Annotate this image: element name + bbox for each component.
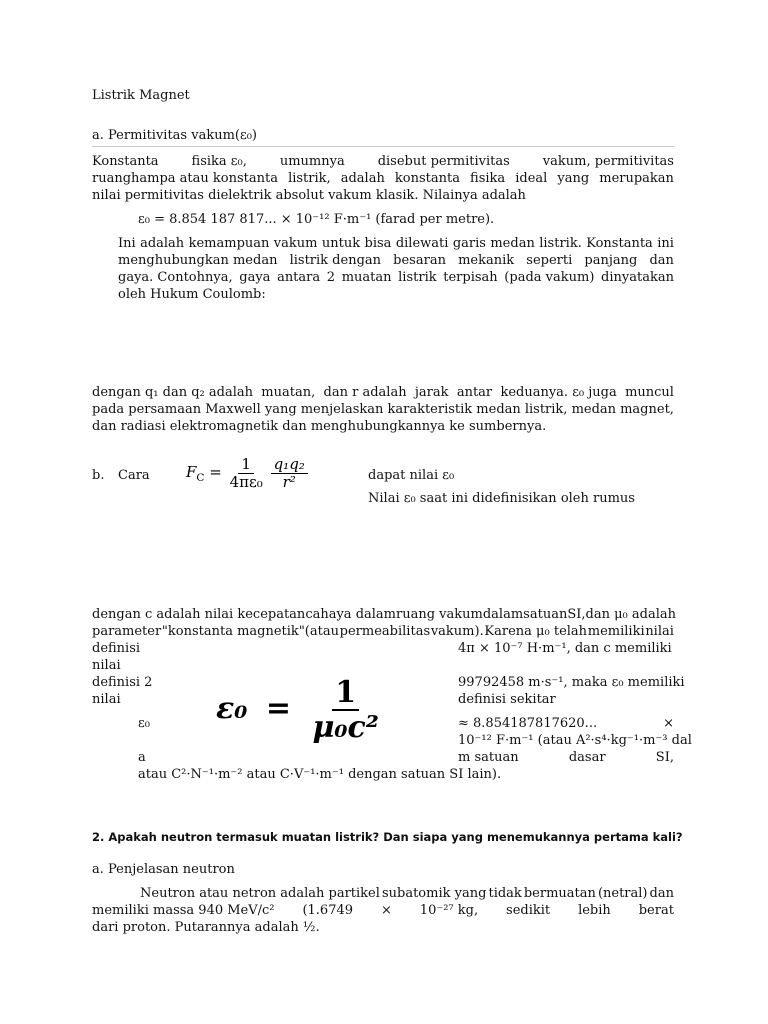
left-col-6: a <box>138 750 146 765</box>
right-col-5: 10⁻¹² F·m⁻¹ (atau A²·s⁴·kg⁻¹·m⁻³ dal <box>458 733 692 748</box>
word: antara <box>277 270 321 285</box>
word: permeabilitas <box>339 624 431 639</box>
word: tidak <box>488 886 522 901</box>
word: listrik, <box>288 171 331 186</box>
word: bisa <box>364 236 392 251</box>
para4-line-2 <box>92 624 674 639</box>
nilai-definition-line: Nilai ε₀ saat ini didefinisikan oleh rumus <box>368 491 635 506</box>
word: ruang vakum <box>396 607 483 622</box>
document-title: Listrik Magnet <box>92 88 190 103</box>
word: 2 <box>326 270 336 285</box>
word: disebut permitivitas <box>377 154 510 169</box>
para3-line-1 <box>92 385 674 400</box>
left-col-2: nilai <box>92 658 121 673</box>
formula-lhs: F <box>186 463 197 481</box>
word: Karena μ₀ telah <box>484 624 588 639</box>
word: yang <box>557 171 590 186</box>
word: menjelaskan <box>300 402 384 417</box>
word: merupakan <box>599 171 674 186</box>
word: listrik, medan <box>524 402 617 417</box>
fraction-num: 1 <box>238 456 254 474</box>
right-col-1: 4π × 10⁻⁷ H·m⁻¹, dan c memiliki <box>458 641 672 656</box>
right-col-3: definisi sekitar <box>458 692 556 707</box>
word: adalah <box>140 236 185 251</box>
word: dalam <box>482 607 524 622</box>
right-col-6 <box>458 750 674 765</box>
neutron-line-1 <box>140 886 674 901</box>
left-col-5: ε₀ <box>138 716 150 731</box>
para3-line-3: dan radiasi elektromagnetik dan menghubungkannya ke sumbernya. <box>92 419 547 434</box>
left-col-3: definisi 2 <box>92 675 153 690</box>
word: × <box>380 903 392 918</box>
word: dinyatakan <box>601 270 674 285</box>
word: terpisah <box>443 270 498 285</box>
word: magnet, <box>620 402 674 417</box>
word: dan μ₀ adalah <box>585 607 676 622</box>
neutron-line-2 <box>92 903 674 918</box>
para2-line-2 <box>118 253 674 268</box>
fraction-den: r² <box>282 472 296 491</box>
word: subatomik yang <box>381 886 487 901</box>
fraction-eps <box>309 676 382 744</box>
word: SI, <box>655 750 674 765</box>
word: seperti <box>526 253 573 268</box>
word: (netral) <box>597 886 648 901</box>
heading-divider <box>92 146 674 147</box>
word: cahaya dalam <box>305 607 397 622</box>
word: SI, <box>567 607 586 622</box>
word: Konstanta <box>92 154 159 169</box>
word: gaya <box>239 270 271 285</box>
para1-line-3: nilai permitivitas dielektrik absolut vakum klasik. Nilainya adalah <box>92 188 526 203</box>
word: antar <box>456 385 493 400</box>
left-col-1: definisi <box>92 641 141 656</box>
word: fisika <box>470 171 506 186</box>
word: umumnya <box>279 154 345 169</box>
word: 10⁻²⁷ kg, <box>419 903 479 918</box>
word: satuan <box>523 607 568 622</box>
neutron-heading: a. Penjelasan neutron <box>92 862 235 877</box>
word: "konstanta magnetik"(atau <box>161 624 339 639</box>
para1-line-2 <box>92 171 674 186</box>
fraction-den: μ₀c² <box>312 710 379 745</box>
para4-line-1 <box>92 607 674 622</box>
section-b-cara: Cara <box>118 468 150 483</box>
word: medan <box>490 236 535 251</box>
word: (pada vakum) <box>504 270 595 285</box>
para1-line-1 <box>92 154 674 169</box>
word: m satuan <box>458 750 519 765</box>
coulomb-formula <box>186 456 308 490</box>
word: bermuatan <box>523 886 596 901</box>
word: nilai <box>645 624 674 639</box>
word: vakum). <box>430 624 484 639</box>
word: Maxwell yang <box>205 402 297 417</box>
right-col-4 <box>458 716 674 731</box>
word: ruanghampa atau konstanta <box>92 171 278 186</box>
word: ideal <box>515 171 548 186</box>
fraction-charges <box>271 456 308 490</box>
epsilon-formula <box>216 676 382 744</box>
para2-line-1 <box>118 236 674 251</box>
word: vakum <box>273 236 318 251</box>
para3-line-2 <box>92 402 674 417</box>
neutron-line-3: dari proton. Putarannya adalah ½. <box>92 920 320 935</box>
word: konstanta <box>394 171 460 186</box>
word: dan <box>649 253 674 268</box>
word: listrik dengan <box>289 253 382 268</box>
word: dan <box>649 886 674 901</box>
formula-eq: = <box>265 691 291 726</box>
word: muatan <box>341 270 392 285</box>
fraction-num: q₁q₂ <box>271 456 308 474</box>
word: jarak <box>414 385 449 400</box>
word: kemampuan <box>188 236 270 251</box>
formula-eq: = <box>209 463 222 481</box>
fraction-num: 1 <box>332 676 359 711</box>
word: dan r adalah <box>323 385 407 400</box>
word: karakteristik medan <box>387 402 521 417</box>
word: vakum, permitivitas <box>542 154 674 169</box>
word: menghubungkan medan <box>118 253 278 268</box>
word: listrik. <box>539 236 582 251</box>
word: mekanik <box>458 253 515 268</box>
word: ini <box>657 236 674 251</box>
fraction-one <box>227 456 266 490</box>
word: memiliki <box>587 624 645 639</box>
para2-line-4: oleh Hukum Coulomb: <box>118 287 266 302</box>
word: dilewati <box>395 236 449 251</box>
word: dengan q₁ dan q₂ adalah <box>92 385 253 400</box>
word: parameter <box>92 624 162 639</box>
word: memiliki massa 940 MeV/c² <box>92 903 275 918</box>
word: muatan, <box>261 385 316 400</box>
word: adalah <box>340 171 385 186</box>
right-col-2: 99792458 m·s⁻¹, maka ε₀ memiliki <box>458 675 685 690</box>
units-last-line: atau C²·N⁻¹·m⁻² atau C·V⁻¹·m⁻¹ dengan satuan SI lain). <box>138 767 502 782</box>
word: Ini <box>118 236 136 251</box>
word: keduanya. ε₀ juga <box>500 385 617 400</box>
word: dasar <box>568 750 606 765</box>
word: (1.6749 <box>302 903 354 918</box>
word: lebih <box>578 903 611 918</box>
formula-lhs-sub: C <box>196 472 205 484</box>
epsilon-value-line: ε₀ = 8.854 187 817... × 10⁻¹² F·m⁻¹ (farad per metre). <box>138 212 495 227</box>
word: sedikit <box>506 903 551 918</box>
left-col-4: nilai <box>92 692 121 707</box>
word: Konstanta <box>586 236 653 251</box>
word: garis <box>452 236 486 251</box>
dapat-nilai: dapat nilai ε₀ <box>368 468 455 483</box>
question-2: 2. Apakah neutron termasuk muatan listrik? Dan siapa yang menemukannya pertama kali? <box>92 830 683 844</box>
word: muncul <box>625 385 674 400</box>
word: pada persamaan <box>92 402 202 417</box>
word: gaya. Contohnya, <box>118 270 233 285</box>
section-a-heading: a. Permitivitas vakum(ε₀) <box>92 128 257 143</box>
word: panjang <box>584 253 638 268</box>
word: × <box>663 716 674 731</box>
word: berat <box>638 903 674 918</box>
word: dengan c adalah nilai kecepatan <box>92 607 306 622</box>
word: untuk <box>321 236 361 251</box>
word: besaran <box>393 253 446 268</box>
word: fisika ε₀, <box>191 154 247 169</box>
word: ≈ 8.854187817620... <box>458 716 598 731</box>
para2-line-3 <box>118 270 674 285</box>
word: Neutron atau netron adalah partikel <box>140 886 380 901</box>
section-b-label: b. <box>92 468 105 483</box>
fraction-den: 4πε₀ <box>229 472 263 491</box>
word: listrik <box>398 270 437 285</box>
formula-lhs: ε₀ <box>216 691 248 726</box>
